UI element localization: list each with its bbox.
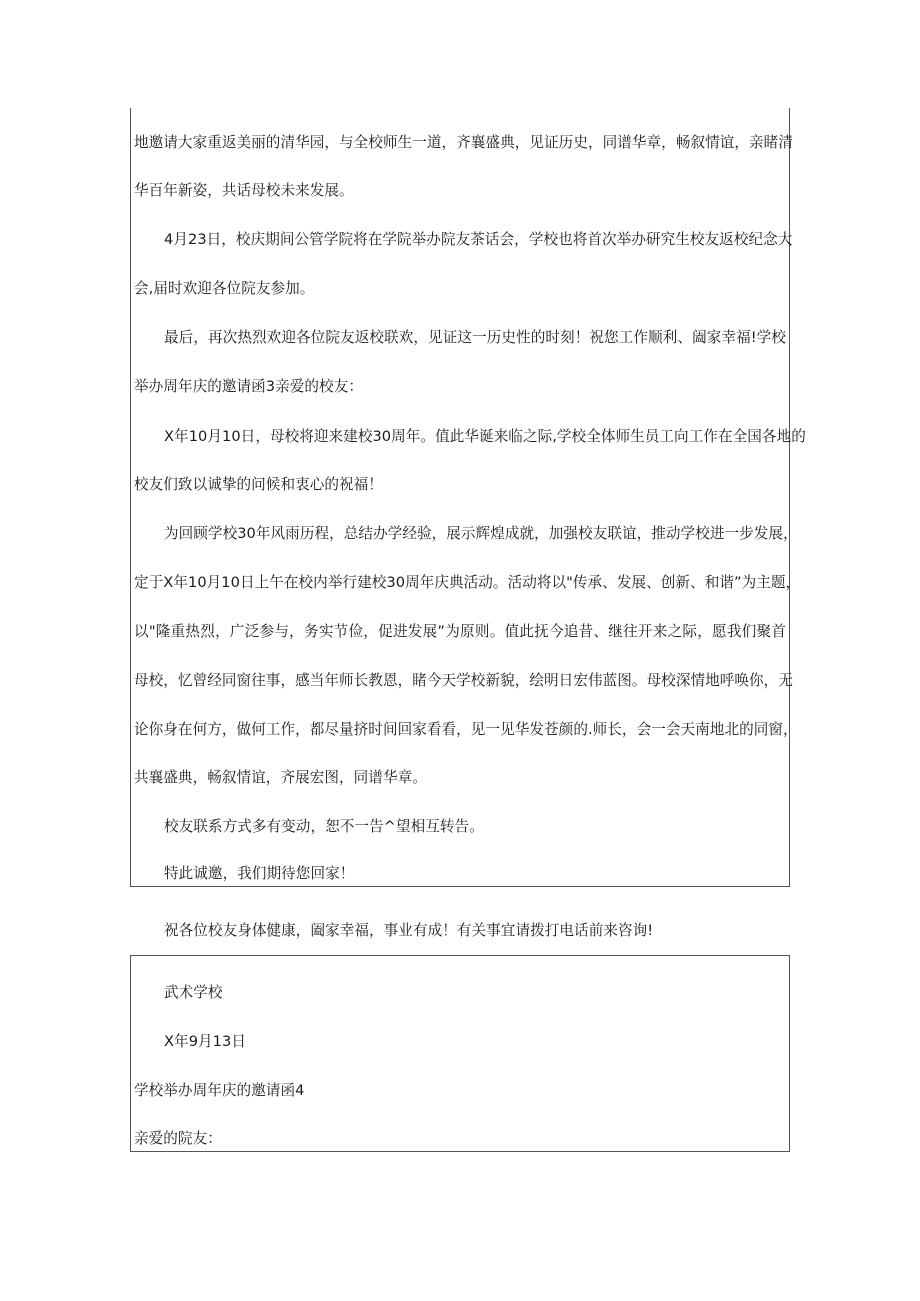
text-line: 最后，再次热烈欢迎各位院友返校联欢，见证这一历史性的时刻！祝您工作顺利、阖家幸福!学校 — [164, 329, 786, 346]
text-line: 以"隆重热烈，广泛参与，务实节俭，促进发展”为原则。值此抚今追昔、继往开来之际，愿我们聚首 — [134, 623, 786, 640]
signature-school: 武术学校 — [164, 984, 223, 1001]
text-line: X年10月10日，母校将迎来建校30周年。值此华诞来临之际,学校全体师生员工向工作在全国各地的 — [164, 428, 806, 445]
text-line: 论你身在何方，做何工作，都尽量挤时间回家看看，见一见华发苍颜的.师长，会一会天南地北的同窗， — [134, 721, 798, 738]
salutation: 亲爱的院友： — [134, 1130, 222, 1147]
text-line: 特此诚邀，我们期待您回家！ — [164, 865, 355, 882]
text-line: 4月23日，校庆期间公管学院将在学院举办院友茶话会，学校也将首次举办研究生校友返校纪念大 — [164, 231, 793, 248]
text-line: 会,届时欢迎各位院友参加。 — [134, 280, 315, 297]
text-line: 华百年新姿，共话母校未来发展。 — [134, 182, 354, 199]
text-line: 母校，忆曾经同窗往事，感当年师长教恩，睹今天学校新貌，绘明日宏伟蓝图。母校深情地呼唤你，无 — [134, 672, 793, 689]
section-title: 学校举办周年庆的邀请函4 — [134, 1082, 305, 1099]
text-line: 为回顾学校30年风雨历程，总结办学经验，展示辉煌成就，加强校友联谊，推动学校进一步发展， — [164, 525, 798, 542]
text-line: 地邀请大家重返美丽的清华园，与全校师生一道，齐襄盛典，见证历史，同谱华章，畅叙情谊，亲睹清 — [134, 134, 793, 151]
signature-date: X年9月13日 — [164, 1033, 246, 1050]
text-line: 祝各位校友身体健康，阖家幸福，事业有成！有关事宜请拨打电话前来咨询! — [164, 922, 654, 939]
text-line: 校友们致以诚挚的问候和衷心的祝福！ — [134, 476, 383, 493]
text-line: 定于X年10月10日上午在校内举行建校30周年庆典活动。活动将以"传承、发展、创新、和谐”为主题， — [134, 574, 801, 591]
text-line: 校友联系方式多有变动，恕不一告^望相互转告。 — [164, 818, 484, 835]
text-line: 举办周年庆的邀请函3亲爱的校友： — [134, 378, 363, 395]
text-line: 共襄盛典，畅叙情谊，齐展宏图，同谱华章。 — [134, 769, 427, 786]
